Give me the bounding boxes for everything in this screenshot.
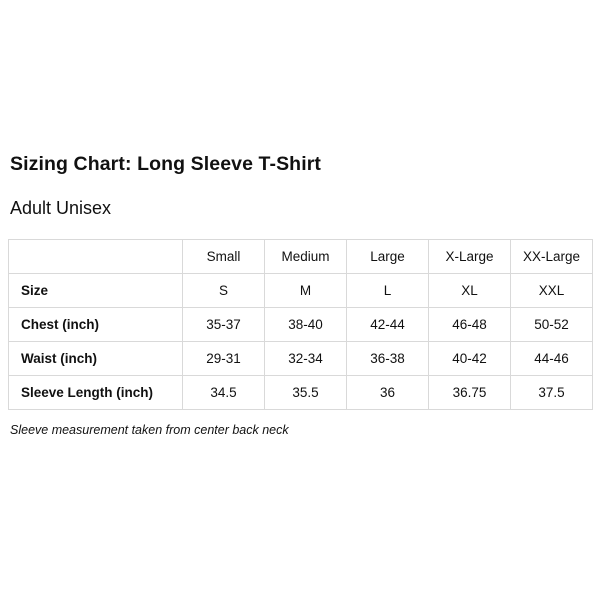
row-header-chest: Chest (inch) xyxy=(9,307,183,341)
cell-waist-large: 36-38 xyxy=(347,341,429,375)
table-corner-cell xyxy=(9,239,183,273)
cell-size-medium: M xyxy=(265,273,347,307)
cell-size-small: S xyxy=(183,273,265,307)
cell-size-x-large: XL xyxy=(429,273,511,307)
page-subtitle: Adult Unisex xyxy=(10,198,112,219)
row-header-waist: Waist (inch) xyxy=(9,341,183,375)
column-header-xx-large: XX-Large xyxy=(511,239,593,273)
sizing-table xyxy=(8,239,593,410)
cell-sleeve-x-large: 36.75 xyxy=(429,375,511,409)
table-row xyxy=(9,375,593,409)
table-header-row xyxy=(9,239,593,273)
table-row xyxy=(9,273,593,307)
cell-sleeve-large: 36 xyxy=(347,375,429,409)
column-header-large: Large xyxy=(347,239,429,273)
table-row xyxy=(9,341,593,375)
cell-sleeve-medium: 35.5 xyxy=(265,375,347,409)
table-header xyxy=(9,239,593,273)
cell-chest-large: 42-44 xyxy=(347,307,429,341)
table-body xyxy=(9,273,593,409)
cell-chest-x-large: 46-48 xyxy=(429,307,511,341)
table-footnote: Sleeve measurement taken from center back neck xyxy=(10,422,289,437)
column-header-small: Small xyxy=(183,239,265,273)
cell-sleeve-xx-large: 37.5 xyxy=(511,375,593,409)
cell-size-xx-large: XXL xyxy=(511,273,593,307)
cell-chest-medium: 38-40 xyxy=(265,307,347,341)
cell-waist-small: 29-31 xyxy=(183,341,265,375)
page-title: Sizing Chart: Long Sleeve T-Shirt xyxy=(10,153,321,175)
table-row xyxy=(9,307,593,341)
column-header-medium: Medium xyxy=(265,239,347,273)
row-header-sleeve-length: Sleeve Length (inch) xyxy=(9,375,183,409)
cell-waist-medium: 32-34 xyxy=(265,341,347,375)
cell-chest-xx-large: 50-52 xyxy=(511,307,593,341)
cell-waist-xx-large: 44-46 xyxy=(511,341,593,375)
cell-chest-small: 35-37 xyxy=(183,307,265,341)
document-content xyxy=(8,152,592,437)
cell-sleeve-small: 34.5 xyxy=(183,375,265,409)
cell-waist-x-large: 40-42 xyxy=(429,341,511,375)
cell-size-large: L xyxy=(347,273,429,307)
column-header-x-large: X-Large xyxy=(429,239,511,273)
row-header-size: Size xyxy=(9,273,183,307)
